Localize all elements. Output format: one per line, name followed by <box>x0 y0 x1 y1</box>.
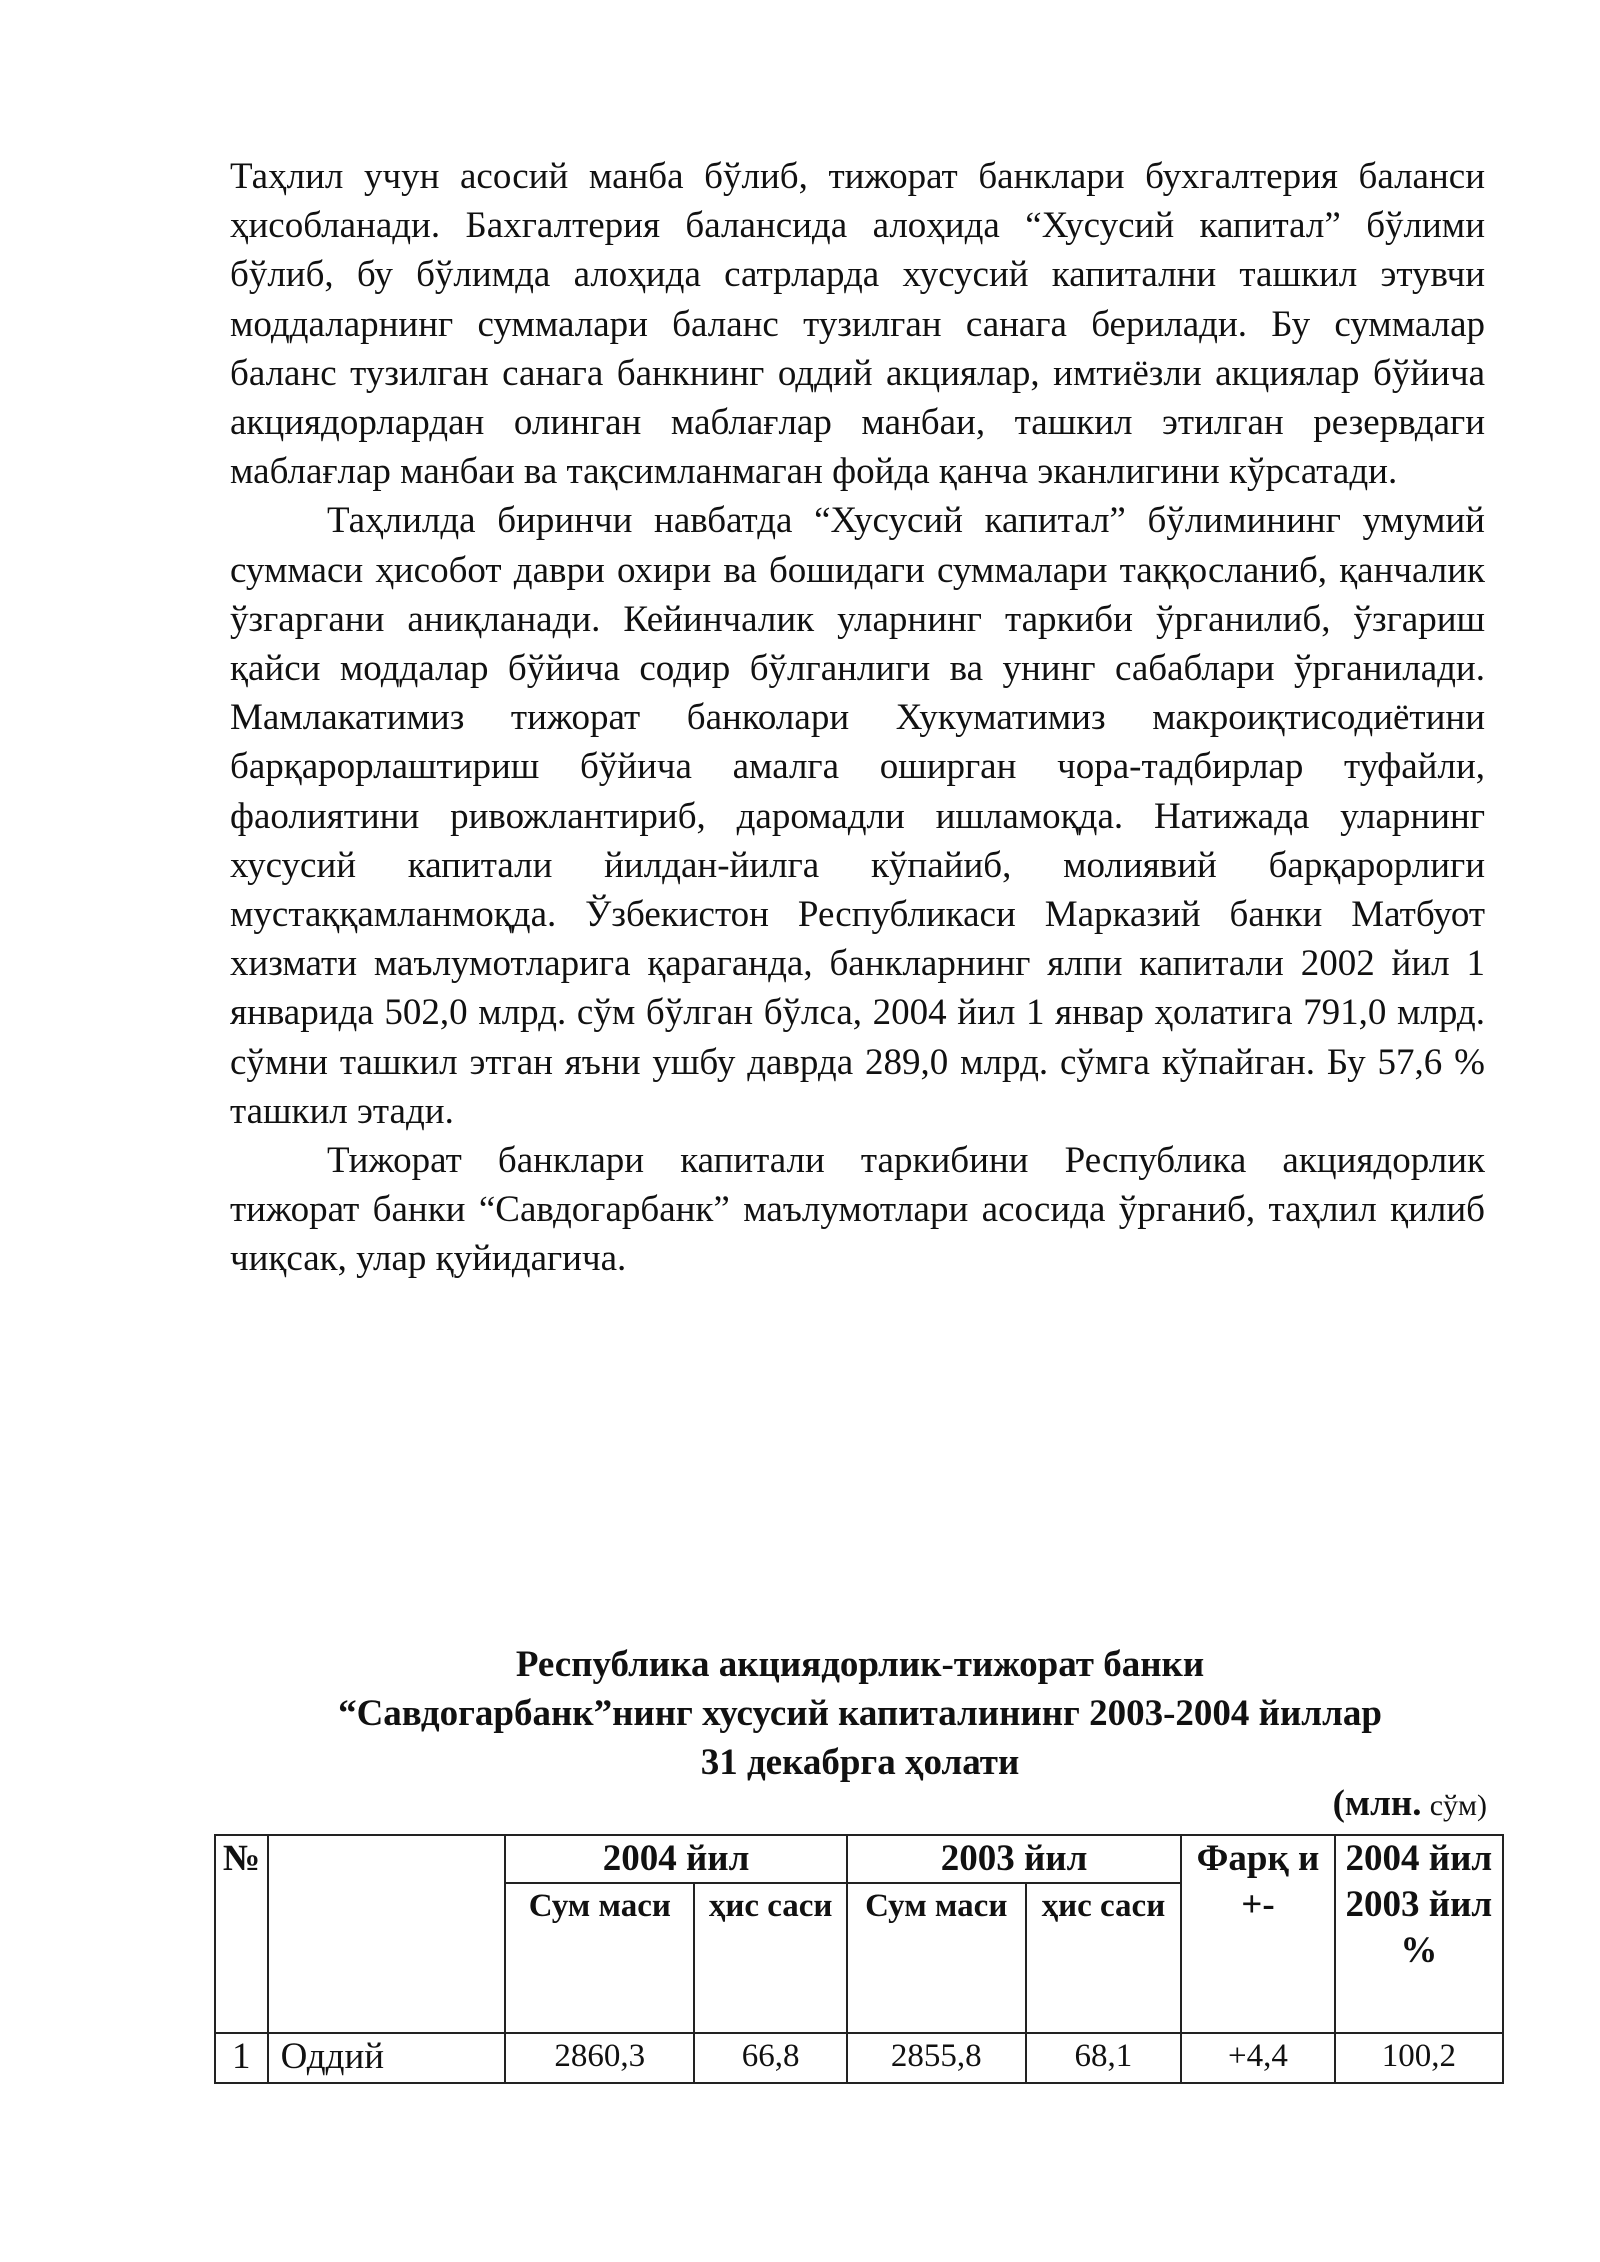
header-diff: Фарқ и +- <box>1181 1835 1335 2033</box>
row-share-2004: 66,8 <box>694 2033 846 2083</box>
row-diff: +4,4 <box>1181 2033 1335 2083</box>
row-ratio: 100,2 <box>1335 2033 1503 2083</box>
table-title-line-2: “Савдогарбанк”нинг хусусий капиталининг 2003-2004 йиллар <box>338 1693 1382 1734</box>
table-row <box>215 2033 1503 2083</box>
unit-label-normal: сўм) <box>1429 1789 1487 1822</box>
row-name: Оддий <box>268 2033 506 2083</box>
table-title-line-3: 31 декабрга ҳолати <box>700 1742 1020 1783</box>
paragraph-1: Таҳлил учун асосий манба бўлиб, тижорат банклари бухгалтерия баланси ҳисобланади. Бахгалтерия балансида алоҳида “Хусусий капитал” бўлими бўлиб, бу бўлимда алоҳида сатрларда хусусий капитални ташкил этувчи моддаларнинг суммалари баланс тузилган санага берилади. Бу суммалар баланс тузилган санага банкнинг оддий акциялар, имтиёзли акциялар бўйича акциядорлардан олинган маблағлар манбаи, ташкил этилган резервдаги маблағлар манбаи ва тақсимланмаган фойда қанча эканлигини кўрсатади. <box>230 156 1485 493</box>
subheader-share-2004: ҳис саси <box>694 1883 846 2033</box>
capital-table <box>214 1834 1504 2084</box>
row-sum-2003: 2855,8 <box>847 2033 1026 2083</box>
header-year-2004: 2004 йил <box>505 1835 847 1883</box>
header-name-empty <box>268 1835 506 2033</box>
header-number: № <box>215 1835 268 2033</box>
row-share-2003: 68,1 <box>1026 2033 1182 2083</box>
paragraph-2: Таҳлилда биринчи навбатда “Хусусий капитал” бўлимининг умумий суммаси ҳисобот даври охири ва бошидаги суммалари таққосланиб, қанчалик ўзгаргани аниқланади. Кейинчалик уларнинг таркиби ўрганилиб, ўзгариш қайси моддалар бўйича содир бўлганлиги ва унинг сабаблари ўрганилади. Мамлакатимиз тижорат банколари Хукуматимиз макроиқтисодиётини барқарорлаштириш бўйича амалга оширган чора-тадбирлар туфайли, фаолиятини ривожлантириб, даромадли ишламоқда. Натижада уларнинг хусусий капитали йилдан-йилга кўпайиб, молиявий барқарорлиги мустаққамланмоқда. Ўзбекистон Республикаси Марказий банки Матбуот хизмати маълумотларига қараганда, банкларнинг ялпи капитали 2002 йил 1 январида 502,0 млрд. сўм бўлган бўлса, 2004 йил 1 январ ҳолатига 791,0 млрд. сўмни ташкил этган яъни ушбу даврда 289,0 млрд. сўмга кўпайган. Бу 57,6 % ташкил этади. <box>230 500 1485 1132</box>
subheader-sum-2004: Сум маси <box>505 1883 694 2033</box>
table-header-row <box>215 1835 1503 1883</box>
header-ratio: 2004 йил 2003 йил % <box>1335 1835 1503 2033</box>
paragraph-3: Тижорат банклари капитали таркибини Республика акциядорлик тижорат банки “Савдогарбанк” маълумотлари асосида ўрганиб, таҳлил қилиб чиқсак, улар қуйидагича. <box>230 1140 1485 1280</box>
unit-label-bold: (млн. <box>1332 1783 1422 1824</box>
table-title-line-1: Республика акциядорлик-тижорат банки <box>515 1644 1205 1685</box>
row-number: 1 <box>215 2033 268 2083</box>
subheader-share-2003: ҳис саси <box>1026 1883 1182 2033</box>
body-text <box>230 152 1485 1284</box>
header-year-2003: 2003 йил <box>847 1835 1181 1883</box>
row-sum-2004: 2860,3 <box>505 2033 694 2083</box>
table-title <box>190 1640 1530 1787</box>
unit-label <box>1333 1782 1487 1825</box>
subheader-sum-2003: Сум маси <box>847 1883 1026 2033</box>
